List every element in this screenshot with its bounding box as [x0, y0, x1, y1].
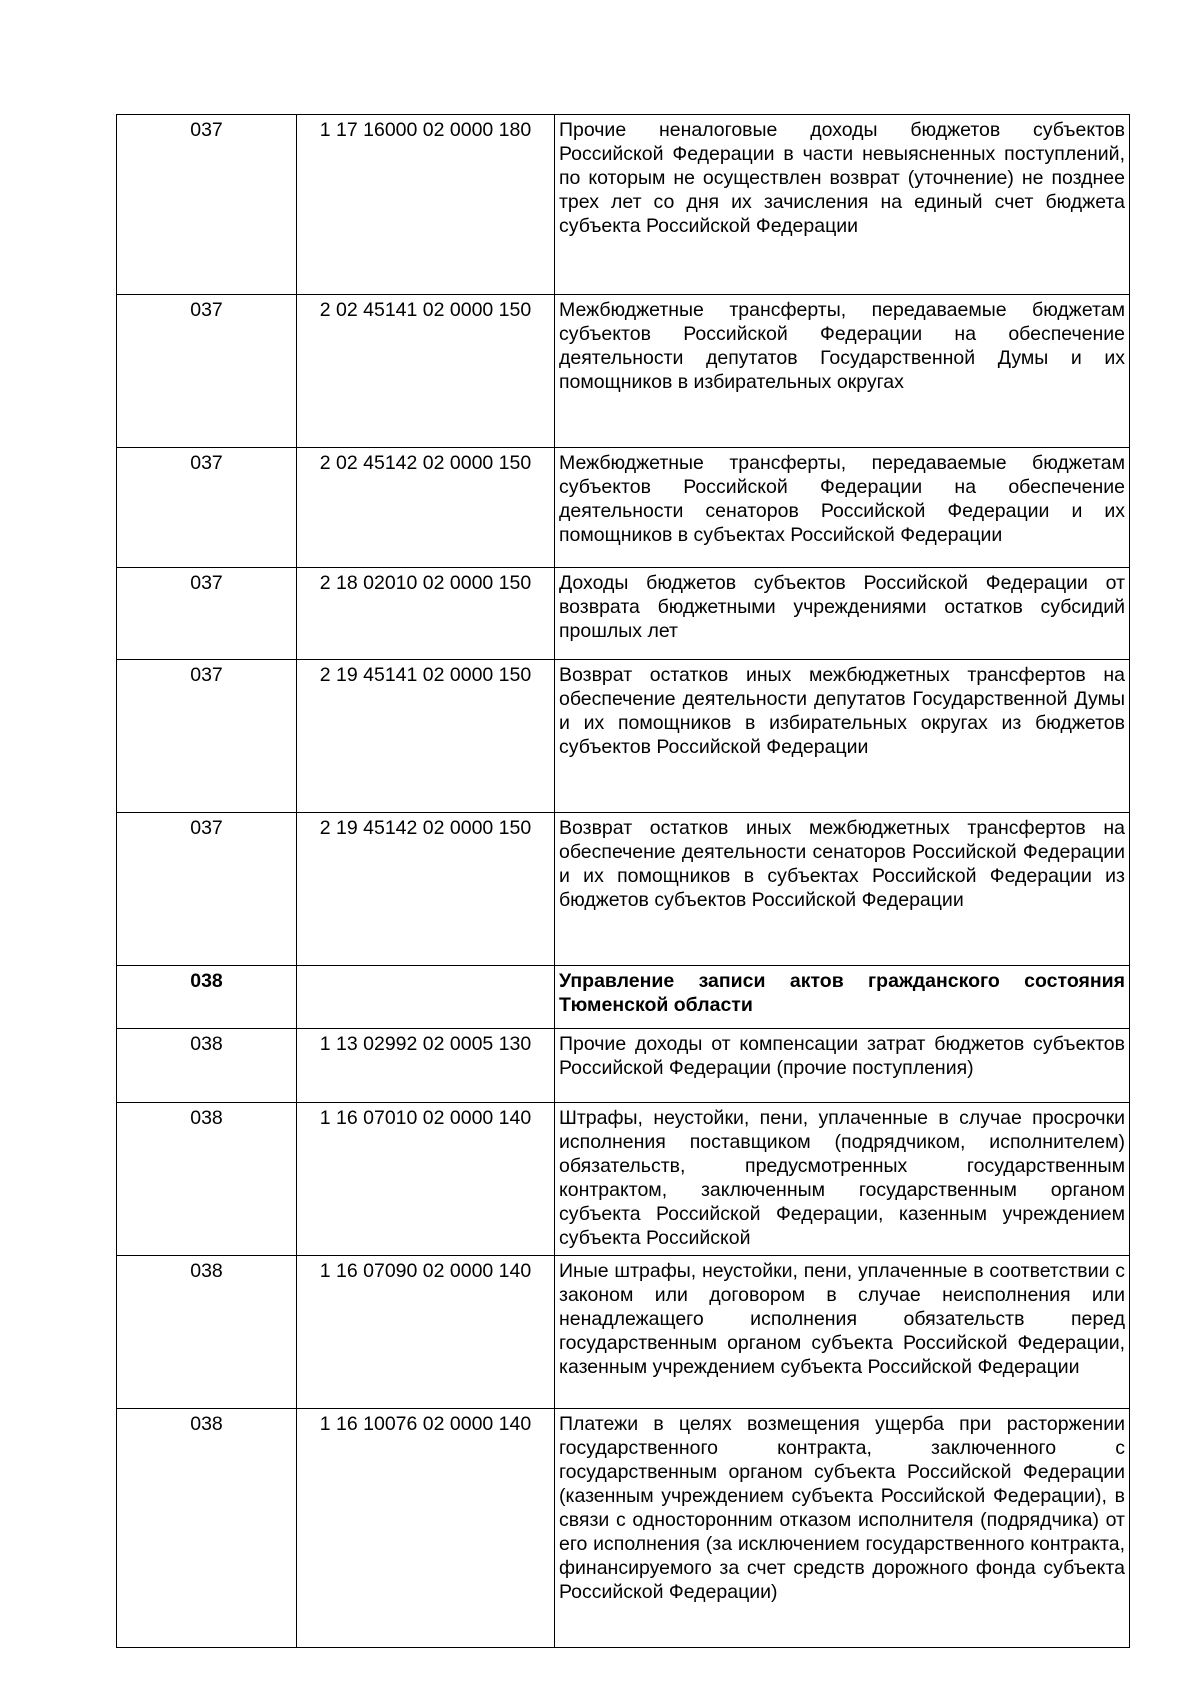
admin-code-cell: 037	[117, 813, 297, 966]
admin-code-cell: 037	[117, 448, 297, 568]
table-row	[117, 813, 1130, 966]
table-row	[117, 1103, 1130, 1256]
admin-code-cell: 037	[117, 568, 297, 660]
admin-code-cell: 037	[117, 115, 297, 295]
revenue-name-cell: Доходы бюджетов субъектов Российской Федерации от возврата бюджетными учреждениями остатков субсидий прошлых лет	[555, 568, 1130, 660]
revenue-code-cell: 2 19 45141 02 0000 150	[297, 660, 555, 813]
table-row	[117, 295, 1130, 448]
revenue-code-table	[116, 114, 1130, 1648]
table-row	[117, 660, 1130, 813]
revenue-name-text: Прочие доходы от компенсации затрат бюджетов субъектов Российской Федерации (прочие поступления)	[559, 1033, 1125, 1079]
revenue-name-cell	[555, 1029, 1130, 1103]
admin-code-cell: 038	[117, 966, 297, 1029]
admin-code-cell: 037	[117, 295, 297, 448]
revenue-name-cell: Платежи в целях возмещения ущерба при расторжении государственного контракта, заключенного с государственным органом субъекта Российской Федерации (казенным учреждением субъекта Российской Федерации), в связи с односторонним отказом исполнителя (подрядчика) от его исполнения (за исключением государственного контракта, финансируемого за счет средств дорожного фонда субъекта Российской Федерации)	[555, 1409, 1130, 1648]
revenue-code-cell: 1 17 16000 02 0000 180	[297, 115, 555, 295]
table-row	[117, 448, 1130, 568]
revenue-code-cell: 2 02 45142 02 0000 150	[297, 448, 555, 568]
revenue-code-cell: 1 13 02992 02 0005 130	[297, 1029, 555, 1103]
revenue-name-cell	[555, 1103, 1130, 1256]
revenue-code-cell: 2 02 45141 02 0000 150	[297, 295, 555, 448]
revenue-name-cell: Иные штрафы, неустойки, пени, уплаченные в соответствии с законом или договором в случае неисполнения или ненадлежащего исполнения обязательств перед государственным органом субъекта Российской Федерации, казенным учреждением субъекта Российской Федерации	[555, 1256, 1130, 1409]
table-row	[117, 1409, 1130, 1648]
revenue-name-cell: Межбюджетные трансферты, передаваемые бюджетам субъектов Российской Федерации на обеспечение деятельности сенаторов Российской Федерации и их помощников в субъектах Российской Федерации	[555, 448, 1130, 568]
table-row	[117, 1256, 1130, 1409]
table-row	[117, 1029, 1130, 1103]
revenue-code-cell: 1 16 07090 02 0000 140	[297, 1256, 555, 1409]
revenue-code-cell: 2 18 02010 02 0000 150	[297, 568, 555, 660]
admin-code-cell: 038	[117, 1256, 297, 1409]
table-row	[117, 966, 1130, 1029]
revenue-code-cell: 2 19 45142 02 0000 150	[297, 813, 555, 966]
table-row	[117, 115, 1130, 295]
admin-code-cell: 038	[117, 1029, 297, 1103]
revenue-name-cell: Прочие неналоговые доходы бюджетов субъектов Российской Федерации в части невыясненных поступлений, по которым не осуществлен возврат (уточнение) не позднее трех лет со дня их зачисления на единый счет бюджета субъекта Российской Федерации	[555, 115, 1130, 295]
revenue-code-cell: 1 16 10076 02 0000 140	[297, 1409, 555, 1648]
revenue-name-cell: Возврат остатков иных межбюджетных трансфертов на обеспечение деятельности сенаторов Российской Федерации и их помощников в субъектах Российской Федерации из бюджетов субъектов Российской Федерации	[555, 813, 1130, 966]
admin-code-cell: 037	[117, 660, 297, 813]
department-name-cell: Управление записи актов гражданского состояния Тюменской области	[555, 966, 1130, 1029]
admin-code-cell: 038	[117, 1103, 297, 1256]
revenue-code-cell	[297, 966, 555, 1029]
revenue-code-cell: 1 16 07010 02 0000 140	[297, 1103, 555, 1256]
admin-code-cell: 038	[117, 1409, 297, 1648]
revenue-name-text: Штрафы, неустойки, пени, уплаченные в случае просрочки исполнения поставщиком (подрядчиком, исполнителем) обязательств, предусмотренных государственным контрактом, заключенным государственным органом субъекта Российской Федерации, казенным учреждением субъекта Российской	[559, 1107, 1125, 1249]
revenue-name-cell: Межбюджетные трансферты, передаваемые бюджетам субъектов Российской Федерации на обеспечение деятельности депутатов Государственной Думы и их помощников в избирательных округах	[555, 295, 1130, 448]
table-row	[117, 568, 1130, 660]
revenue-name-cell: Возврат остатков иных межбюджетных трансфертов на обеспечение деятельности депутатов Государственной Думы и их помощников в избирательных округах из бюджетов субъектов Российской Федерации	[555, 660, 1130, 813]
